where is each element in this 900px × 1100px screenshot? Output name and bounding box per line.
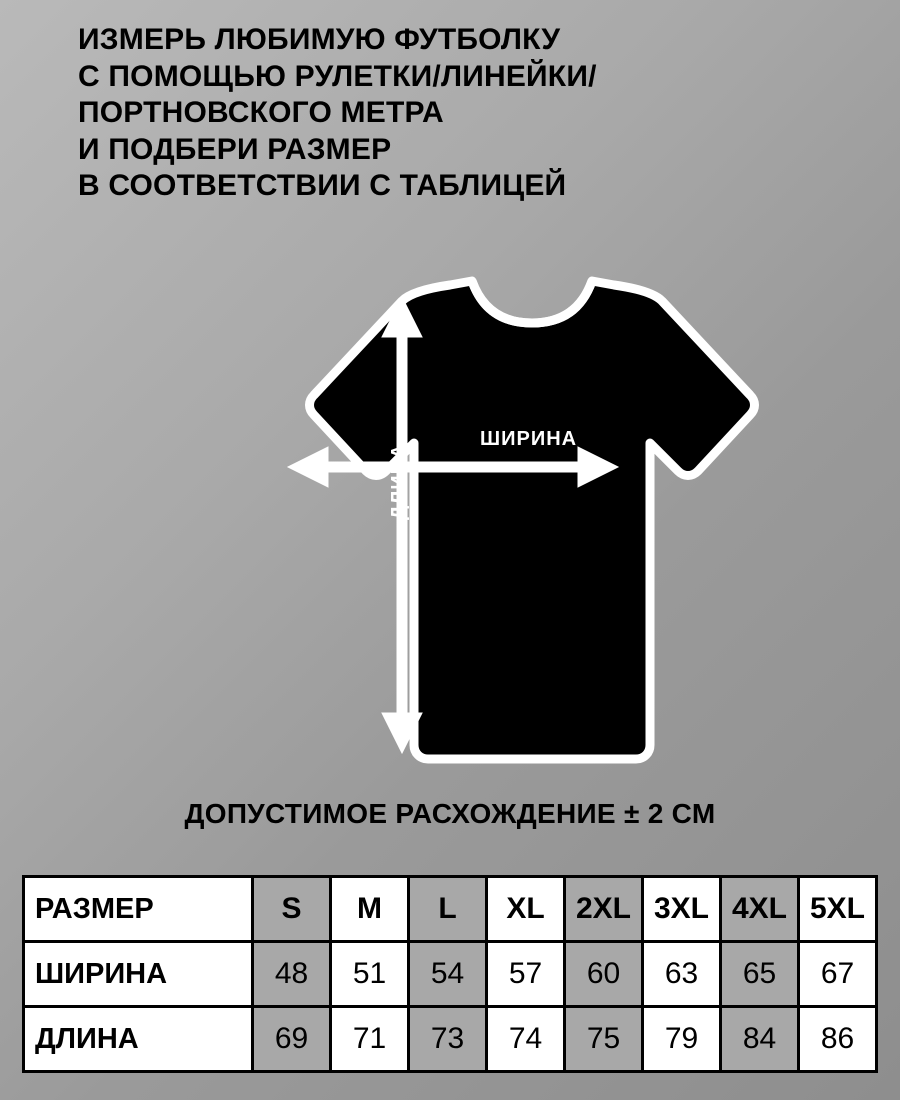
width-cell-4xl: 65 <box>721 942 799 1007</box>
heading-line-4: И ПОДБЕРИ РАЗМЕР <box>78 132 392 166</box>
length-cell-4xl: 84 <box>721 1007 799 1072</box>
length-cell-m: 71 <box>331 1007 409 1072</box>
size-cell-5xl: 5XL <box>799 877 877 942</box>
length-cell-l: 73 <box>409 1007 487 1072</box>
length-cell-s: 69 <box>253 1007 331 1072</box>
width-cell-3xl: 63 <box>643 942 721 1007</box>
size-cell-2xl: 2XL <box>565 877 643 942</box>
length-cell-2xl: 75 <box>565 1007 643 1072</box>
tshirt-diagram <box>150 275 770 775</box>
row-header-length: ДЛИНА <box>24 1007 253 1072</box>
table-row-sizes <box>24 877 877 942</box>
size-cell-xl: XL <box>487 877 565 942</box>
table-row-width <box>24 942 877 1007</box>
heading-line-2: С ПОМОЩЬЮ РУЛЕТКИ/ЛИНЕЙКИ/ <box>78 59 597 93</box>
tolerance-note: ДОПУСТИМОЕ РАСХОЖДЕНИЕ ± 2 СМ <box>184 798 716 829</box>
size-cell-3xl: 3XL <box>643 877 721 942</box>
size-cell-4xl: 4XL <box>721 877 799 942</box>
heading-line-5: В СООТВЕТСТВИИ С ТАБЛИЦЕЙ <box>78 169 567 203</box>
length-cell-3xl: 79 <box>643 1007 721 1072</box>
width-cell-l: 54 <box>409 942 487 1007</box>
row-header-width: ШИРИНА <box>24 942 253 1007</box>
width-cell-xl: 57 <box>487 942 565 1007</box>
width-cell-s: 48 <box>253 942 331 1007</box>
size-table <box>22 875 878 1073</box>
width-cell-5xl: 67 <box>799 942 877 1007</box>
width-label: ШИРИНА <box>480 428 578 450</box>
table-row-length <box>24 1007 877 1072</box>
heading-line-3: ПОРТНОВСКОГО МЕТРА <box>78 96 444 130</box>
size-cell-l: L <box>409 877 487 942</box>
row-header-size: РАЗМЕР <box>24 877 253 942</box>
size-cell-m: M <box>331 877 409 942</box>
length-cell-xl: 74 <box>487 1007 565 1072</box>
heading-line-1: ИЗМЕРЬ ЛЮБИМУЮ ФУТБОЛКУ <box>78 23 561 56</box>
tshirt-icon <box>150 275 770 775</box>
length-cell-5xl: 86 <box>799 1007 877 1072</box>
width-cell-m: 51 <box>331 942 409 1007</box>
size-table-wrapper <box>22 875 878 1073</box>
width-cell-2xl: 60 <box>565 942 643 1007</box>
instruction-heading <box>78 22 838 205</box>
length-label: ДЛИНА <box>388 443 410 520</box>
size-cell-s: S <box>253 877 331 942</box>
